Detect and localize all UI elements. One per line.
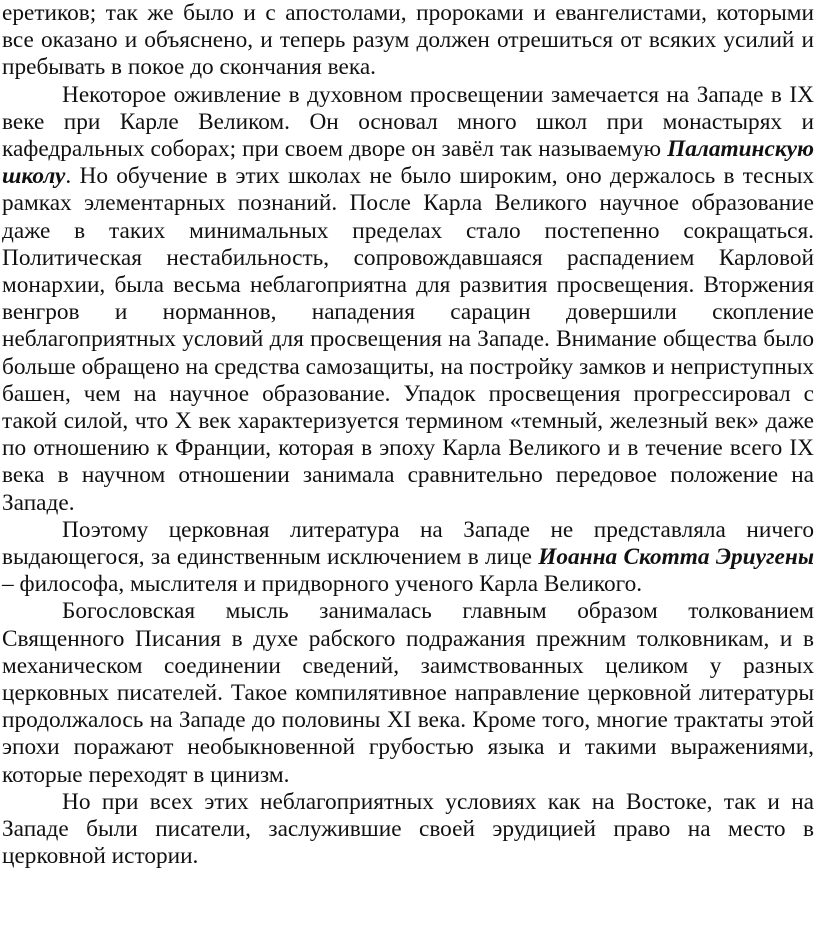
paragraph-text: . Но обучение в этих школах не было широким, оно держалось в тесных рамках элементарных познаний. После Карла Великого научное образование даже в таких минимальных пределах стало постепенно сокращаться. Политическая нестабильность, сопровождавшаяся распадением Карловой монархии, была весьма неблагоприятна для развития просвещения. Вторжения венгров и норманнов, нападения сарацин довершили скопление неблагоприятных условий для просвещения на Западе. Внимание общества было больше обращено на средства самозащиты, на постройку замков и неприступных башен, чем на научное образование. Упадок просвещения прогрессировал с такой силой, что X век характеризуется термином «темный, железный век» даже по отношению к Франции, которая в эпоху Карла Великого и в течение всего IX века в научном отношении занимала сравнительно передовое положение на Западе. <box>2 163 814 516</box>
emphasis-palatine-school: Палатинскую школу <box>2 136 814 190</box>
paragraph-writers <box>2 789 814 871</box>
emphasis-eriugena: Иоанна Скотта Эриугены <box>538 544 814 571</box>
document-page <box>2 0 814 871</box>
paragraph-theology <box>2 598 814 788</box>
paragraph-text: Но при всех этих неблагоприятных условиях как на Востоке, так и на Западе были писатели, заслужившие своей эрудицией право на место в церковной истории. <box>2 788 814 870</box>
paragraph-eriugena <box>2 517 814 599</box>
paragraph-text: – философа, мыслителя и придворного ученого Карла Великого. <box>2 571 643 598</box>
paragraph-continuation <box>2 0 814 82</box>
paragraph-text: Некоторое оживление в духовном просвещении замечается на Западе в IX веке при Карле Великом. Он основал много школ при монастырях и кафедральных соборах; при своем дворе он завёл так называемую <box>2 81 814 163</box>
paragraph-text: Богословская мысль занималась главным образом толкованием Священного Писания в духе рабского подражания прежним толковникам, и в механическом соединении сведений, заимствованных целиком у разных церковных писателей. Такое компилятивное направление церковной литературы продолжалось на Западе до половины XI века. Кроме того, многие трактаты этой эпохи поражают необыкновенной грубостью языка и такими выражениями, которые переходят в цинизм. <box>2 598 814 788</box>
paragraph-text: еретиков; так же было и с апостолами, пророками и евангелистами, которыми все оказано и объяснено, и теперь разум должен отрешиться от всяких усилий и пребывать в покое до скончания века. <box>2 0 814 81</box>
paragraph-charlemagne <box>2 82 814 517</box>
paragraph-text: Поэтому церковная литература на Западе не представляла ничего выдающегося, за единственным исключением в лице <box>2 516 814 571</box>
